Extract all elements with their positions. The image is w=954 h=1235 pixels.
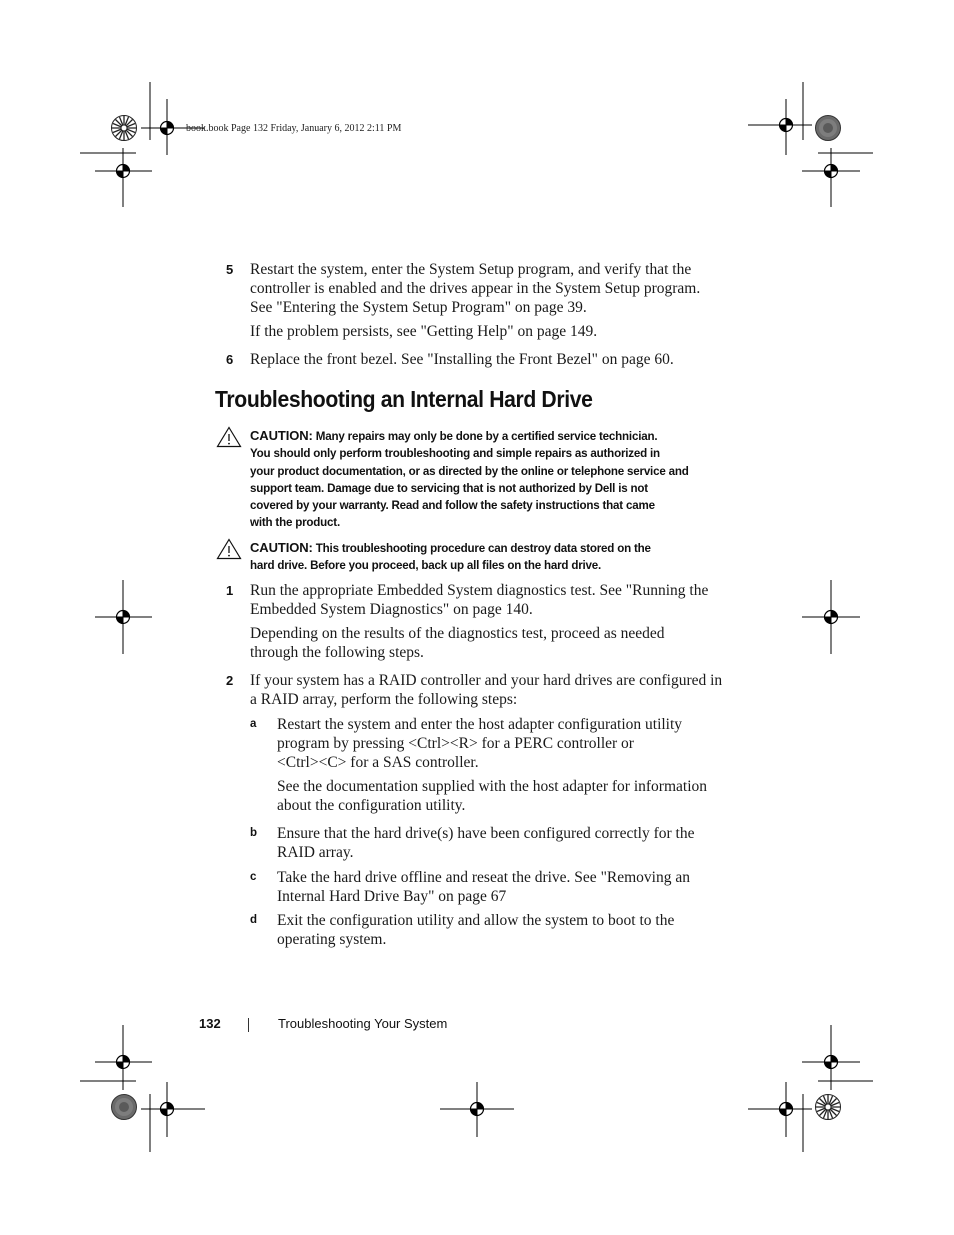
step-1-note-line-1: Depending on the results of the diagnostics test, proceed as needed bbox=[250, 625, 665, 642]
step-number-6: 6 bbox=[226, 352, 234, 367]
step-number-2: 2 bbox=[226, 673, 234, 688]
substep-b-text bbox=[277, 824, 694, 862]
page-number: 132 bbox=[199, 1016, 221, 1031]
footer-chapter-title: Troubleshooting Your System bbox=[278, 1016, 448, 1031]
step-1-line-2: Embedded System Diagnostics" on page 140. bbox=[250, 601, 533, 618]
crop-dot-bottom-left bbox=[112, 1095, 137, 1120]
step-5-text bbox=[250, 260, 700, 317]
step-1-line-1: Run the appropriate Embedded System diagnostics test. See "Running the bbox=[250, 582, 709, 599]
caution-label: CAUTION: bbox=[250, 540, 313, 555]
step-number-1: 1 bbox=[226, 583, 234, 598]
caution-2-line-1 bbox=[250, 539, 730, 557]
step-number-5: 5 bbox=[226, 262, 234, 277]
caution-1-line-4: support team. Damage due to servicing that is not authorized by Dell is not bbox=[250, 481, 648, 495]
substep-letter-d: d bbox=[250, 914, 258, 926]
substep-a-line-1: Restart the system and enter the host adapter configuration utility bbox=[277, 716, 683, 733]
step-6-text: Replace the front bezel. See "Installing the Front Bezel" on page 60. bbox=[250, 351, 674, 368]
caution-2 bbox=[250, 539, 730, 575]
substep-a-line-2: program by pressing <Ctrl><R> for a PERC controller or bbox=[277, 735, 634, 752]
substep-d-line-1: Exit the configuration utility and allow the system to boot to the bbox=[277, 912, 675, 929]
substep-c-line-2: Internal Hard Drive Bay" on page 67 bbox=[277, 888, 507, 905]
step-5-note: If the problem persists, see "Getting Help" on page 149. bbox=[250, 323, 598, 340]
caution-1-text-start: Many repairs may only be done by a certified service technician. bbox=[315, 430, 658, 443]
substep-a-text bbox=[277, 715, 682, 772]
step-1-note bbox=[250, 624, 665, 662]
caution-1 bbox=[250, 427, 730, 532]
footer-divider bbox=[248, 1018, 249, 1032]
crop-star-top-left bbox=[112, 116, 137, 141]
substep-letter-b: b bbox=[250, 827, 258, 839]
crop-star-bottom-right bbox=[816, 1095, 841, 1120]
substep-b-line-2: RAID array. bbox=[277, 844, 354, 861]
caution-triangle-icon bbox=[216, 426, 242, 448]
step-5-line-1: Restart the system, enter the System Setup program, and verify that the bbox=[250, 261, 692, 278]
print-header-line: book.book Page 132 Friday, January 6, 2012 2:11 PM bbox=[186, 123, 402, 134]
crop-dot-top-right bbox=[816, 116, 841, 141]
substep-a-note bbox=[277, 777, 707, 815]
substep-letter-a: a bbox=[250, 718, 257, 730]
step-5-line-3: See "Entering the System Setup Program" on page 39. bbox=[250, 299, 587, 316]
substep-a-note-line-1: See the documentation supplied with the host adapter for information bbox=[277, 778, 708, 795]
caution-2-line-2: hard drive. Before you proceed, back up all files on the hard drive. bbox=[250, 559, 602, 573]
substep-letter-c: c bbox=[250, 871, 257, 883]
step-1-note-line-2: through the following steps. bbox=[250, 644, 424, 661]
substep-a-note-line-2: about the configuration utility. bbox=[277, 797, 466, 814]
caution-triangle-icon bbox=[216, 538, 242, 560]
caution-label: CAUTION: bbox=[250, 428, 313, 443]
caution-1-line-1 bbox=[250, 427, 730, 445]
step-2-text bbox=[250, 671, 722, 709]
caution-1-line-5: covered by your warranty. Read and follow the safety instructions that came bbox=[250, 499, 655, 513]
substep-c-text bbox=[277, 868, 690, 906]
step-5-line-2: controller is enabled and the drives appear in the System Setup program. bbox=[250, 280, 701, 297]
step-2-line-1: If your system has a RAID controller and your hard drives are configured in bbox=[250, 672, 723, 689]
step-1-text bbox=[250, 581, 708, 619]
substep-c-line-1: Take the hard drive offline and reseat the drive. See "Removing an bbox=[277, 869, 690, 886]
substep-a-line-3: <Ctrl><C> for a SAS controller. bbox=[277, 754, 479, 771]
substep-d-line-2: operating system. bbox=[277, 931, 387, 948]
caution-1-line-2: You should only perform troubleshooting and simple repairs as authorized in bbox=[250, 447, 660, 461]
section-title: Troubleshooting an Internal Hard Drive bbox=[215, 386, 593, 412]
substep-b-line-1: Ensure that the hard drive(s) have been configured correctly for the bbox=[277, 825, 695, 842]
step-2-line-2: a RAID array, perform the following steps: bbox=[250, 691, 518, 708]
caution-1-line-6: with the product. bbox=[250, 516, 340, 530]
substep-d-text bbox=[277, 911, 674, 949]
caution-2-text-start: This troubleshooting procedure can destroy data stored on the bbox=[315, 542, 651, 555]
caution-1-line-3: your product documentation, or as directed by the online or telephone service and bbox=[250, 464, 689, 478]
